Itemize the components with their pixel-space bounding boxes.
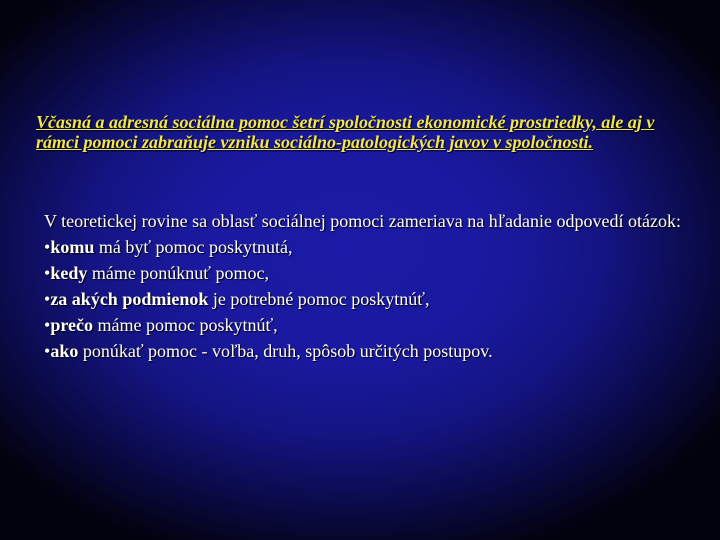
list-item — [44, 234, 684, 260]
list-item — [44, 260, 684, 286]
list-item-keyword: komu — [50, 237, 95, 257]
list-item — [44, 338, 684, 364]
slide-title: Včasná a adresná sociálna pomoc šetrí spoločnosti ekonomické prostriedky, ale aj v rámci pomoci zabraňuje vzniku sociálno-patologických javov v spoločnosti. — [36, 112, 655, 152]
list-item-keyword: kedy — [50, 263, 88, 283]
bullet: • — [44, 315, 51, 335]
intro-text: V teoretickej rovine sa oblasť sociálnej pomoci zameriava na hľadanie odpovedí otázok: — [44, 211, 681, 231]
list-item — [44, 312, 684, 338]
question-list — [44, 234, 684, 364]
bullet: • — [44, 341, 51, 361]
list-item-text: ponúkať pomoc - voľba, druh, spôsob určitých postupov. — [78, 341, 493, 361]
list-item-text: je potrebné pomoc poskytnúť, — [208, 289, 430, 309]
bullet: • — [44, 289, 51, 309]
list-item — [44, 286, 684, 312]
bullet: • — [44, 237, 51, 257]
list-item-keyword: ako — [50, 341, 79, 361]
list-item-text: máme ponúknuť pomoc, — [87, 263, 269, 283]
list-item-text: má byť pomoc poskytnutá, — [94, 237, 293, 257]
list-item-keyword: za akých podmienok — [50, 289, 209, 309]
list-item-keyword: prečo — [50, 315, 93, 335]
slide-body — [44, 208, 684, 364]
bullet: • — [44, 263, 51, 283]
list-item-text: máme pomoc poskytnúť, — [92, 315, 278, 335]
